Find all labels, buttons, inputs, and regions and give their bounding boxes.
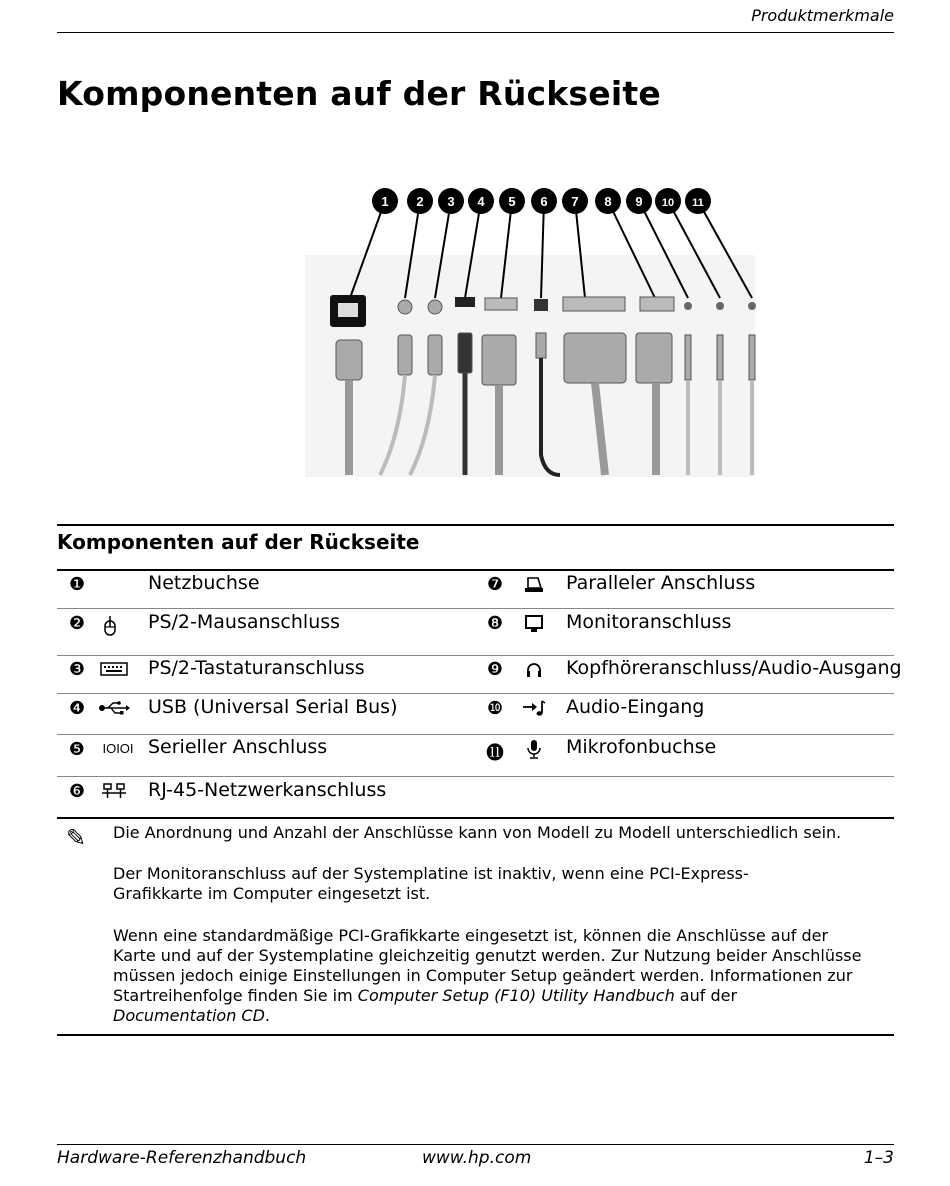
callout-1: 1 bbox=[381, 194, 389, 209]
item-number: ❸ bbox=[68, 659, 86, 680]
rear-panel-illustration bbox=[300, 185, 760, 477]
callout-8: 8 bbox=[604, 194, 612, 209]
running-head: Produktmerkmale bbox=[751, 6, 894, 25]
callout-9: 9 bbox=[635, 194, 643, 209]
callout-4: 4 bbox=[477, 194, 485, 209]
audio-in-icon bbox=[518, 697, 550, 719]
network-icon bbox=[98, 780, 130, 802]
row-divider bbox=[57, 608, 894, 609]
item-label: Kopfhöreranschluss/Audio-Ausgang bbox=[566, 657, 902, 679]
table-title: Komponenten auf der Rückseite bbox=[57, 530, 420, 554]
emphasis: Documentation CD bbox=[113, 1006, 265, 1025]
item-number: ❷ bbox=[68, 613, 86, 634]
callout-2: 2 bbox=[416, 194, 424, 209]
callout-7: 7 bbox=[571, 194, 579, 209]
item-label: Paralleler Anschluss bbox=[566, 572, 756, 594]
table-header-rule bbox=[57, 569, 894, 571]
item-number: ❶ bbox=[68, 574, 86, 595]
item-label: USB (Universal Serial Bus) bbox=[148, 696, 398, 718]
item-label: PS/2-Mausanschluss bbox=[148, 611, 341, 633]
item-number: ❹ bbox=[68, 698, 86, 719]
item-label: RJ-45-Netzwerkanschluss bbox=[148, 779, 387, 801]
footer-rule bbox=[57, 1144, 894, 1145]
emphasis: Computer Setup (F10) Utility Handbuch bbox=[357, 986, 675, 1005]
callout-10: 10 bbox=[661, 197, 675, 209]
footer-manual-title: Hardware-Referenzhandbuch bbox=[57, 1148, 307, 1168]
item-number: ❽ bbox=[486, 613, 504, 634]
callout-3: 3 bbox=[447, 194, 455, 209]
callout-11: 11 bbox=[692, 197, 704, 209]
item-label: Mikrofonbuchse bbox=[566, 736, 717, 758]
item-number: ❻ bbox=[68, 781, 86, 802]
printer-icon bbox=[518, 574, 550, 596]
serial-icon: IOIOI bbox=[102, 740, 134, 756]
item-label: Audio-Eingang bbox=[566, 696, 705, 718]
mouse-icon bbox=[94, 615, 126, 637]
item-label: Netzbuchse bbox=[148, 572, 260, 594]
row-divider bbox=[57, 693, 894, 694]
monitor-icon bbox=[518, 613, 550, 635]
pencil-note-icon: ✎ bbox=[66, 824, 87, 852]
item-label: PS/2-Tastaturanschluss bbox=[148, 657, 365, 679]
footer-url: www.hp.com bbox=[422, 1148, 532, 1168]
note-paragraph: Der Monitoranschluss auf der Systemplatine ist inaktiv, wenn eine PCI-Express-Grafikkarte im Computer eingesetzt ist. bbox=[113, 864, 749, 903]
callout-5: 5 bbox=[508, 194, 516, 209]
row-divider bbox=[57, 734, 894, 735]
item-number: ❺ bbox=[68, 739, 86, 760]
headphones-icon bbox=[518, 659, 550, 681]
item-number: ❼ bbox=[486, 574, 504, 595]
item-number: ❾ bbox=[486, 659, 504, 680]
row-divider bbox=[57, 655, 894, 656]
usb-icon bbox=[98, 697, 130, 719]
note-paragraph: Die Anordnung und Anzahl der Anschlüsse kann von Modell zu Modell unterschiedlich sein. bbox=[113, 823, 842, 842]
table-bottom-rule bbox=[57, 817, 894, 819]
keyboard-icon bbox=[98, 658, 130, 680]
callout-6: 6 bbox=[540, 194, 548, 209]
note-paragraph: Wenn eine standardmäßige PCI-Grafikkarte eingesetzt ist, können die Anschlüsse auf der Karte und auf der Systemplatine gleichzeitig genutzt werden. Zur Nutzung beider Anschlüsse müssen jedoch einige Einstellungen in Computer Setup geändert werden. Informationen zur Startreihenfolge finden Sie im Computer Setup (F10) Utility Handbuch auf der Documentation CD. bbox=[113, 926, 862, 1025]
row-divider bbox=[57, 776, 894, 777]
item-number: ⓫ bbox=[486, 743, 504, 764]
item-label: Serieller Anschluss bbox=[148, 736, 328, 758]
page-title: Komponenten auf der Rückseite bbox=[57, 74, 661, 113]
note-bottom-rule bbox=[57, 1034, 894, 1036]
item-number: ❿ bbox=[486, 698, 504, 719]
microphone-icon bbox=[518, 738, 550, 760]
header-rule bbox=[57, 32, 894, 33]
item-label: Monitoranschluss bbox=[566, 611, 732, 633]
footer-page-number: 1–3 bbox=[863, 1148, 894, 1168]
table-top-rule bbox=[57, 524, 894, 526]
